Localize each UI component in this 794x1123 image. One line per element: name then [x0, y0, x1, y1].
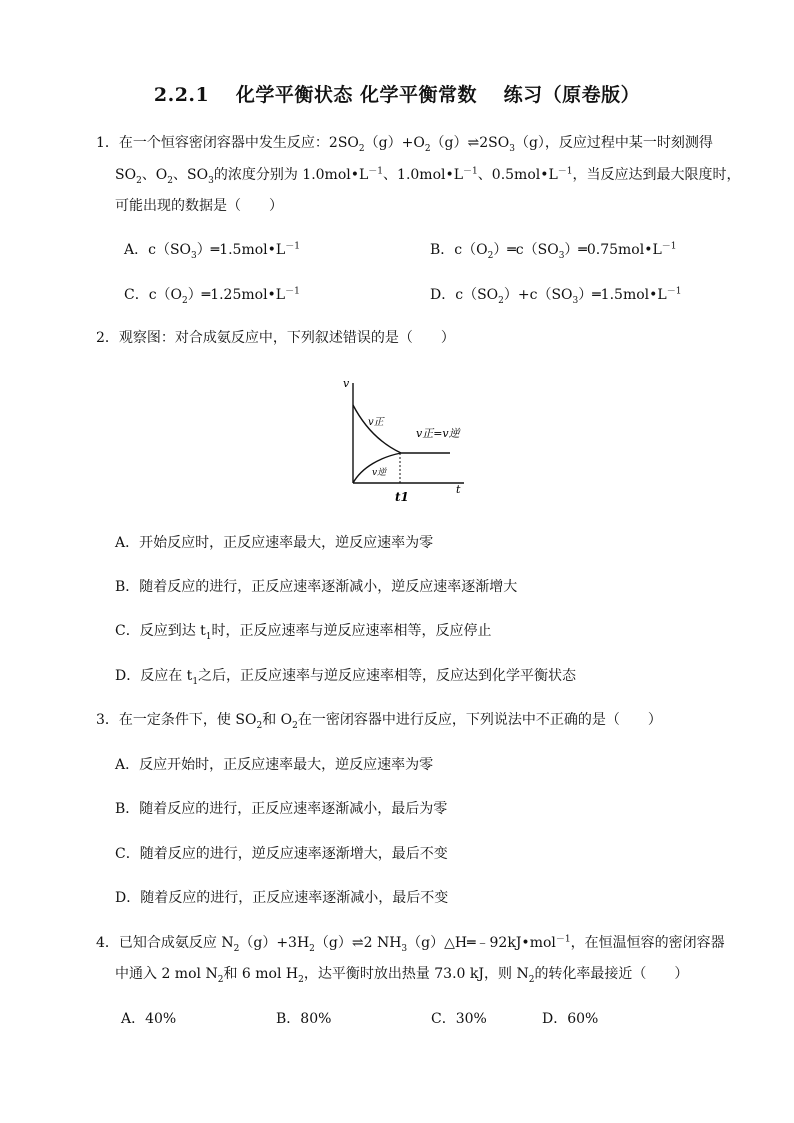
q3-option-c: C．随着反应的进行，逆反应速率逐渐增大，最后不变 — [115, 846, 448, 862]
t1-label: t1 — [395, 490, 409, 504]
rate-time-graph — [336, 375, 476, 505]
q1-option-a: A．$c(SO_3)═1.5mol•L^{-1}$ — [124, 241, 300, 261]
q2-option-a: A．开始反应时，正反应速率最大，逆反应速率为零 — [115, 535, 434, 551]
q3-option-b: B．随着反应的进行，正反应速率逐渐减小，最后为零 — [115, 801, 448, 817]
q4-number: 4． — [96, 935, 119, 951]
q2-option-d: D．反应在 $t_1$之后，正反应速率与逆反应速率相等，反应达到化学平衡状态 — [115, 668, 577, 687]
q3-option-d: D．随着反应的进行，正反应速率逐渐减小，最后不变 — [115, 890, 449, 906]
q2-option-c: C．反应到达 $t_1$时，正反应速率与逆反应速率相等，反应停止 — [115, 623, 492, 642]
q1-option-b: B．$c(O_2)═c(SO_3)═0.75mol•L^{-1}$ — [430, 241, 677, 261]
q2-option-b: B．随着反应的进行，正反应速率逐渐减小，逆反应速率逐渐增大 — [115, 579, 518, 595]
q3-number: 3． — [96, 712, 119, 728]
q1-option-c: C．$c(O_2)═1.25mol•L^{-1}$ — [124, 286, 300, 306]
equilibrium-label: v正=v逆 — [416, 427, 460, 440]
forward-rate-label: v正 — [368, 417, 384, 428]
q2-number: 2． — [96, 330, 119, 346]
q3-option-a: A．反应开始时，正反应速率最大，逆反应速率为零 — [115, 757, 434, 773]
q2-stem: 2．观察图：对合成氨反应中，下列叙述错误的是（ ） — [96, 330, 455, 346]
q4-option-b: B．80% — [276, 1011, 332, 1027]
q1-line2: $SO_2$、$O_2$、$SO_3$的浓度分别为 $1.0mol•L^{-1}$、$1.0mol•L^{-1}$、$0.5mol•L^{-1}$，当反应达到最大限度时， — [115, 166, 741, 186]
q1-line1: 1．在一个恒容密闭容器中发生反应：$2SO_2(g)+O_2(g)\rightleftharpoons 2SO_3(g)$，反应过程中某一时刻测得 — [96, 135, 713, 154]
q1-number: 1． — [96, 135, 119, 151]
q4-line1: 4．已知合成氨反应 $N_2(g)+3H_2(g)\rightleftharpoons 2$ $NH_3(g)\triangle H═﹣92kJ•mol^{-1}$，在恒温恒容的密闭容器 — [96, 934, 725, 954]
q1-option-d: D．$c(SO_2)+c(SO_3)═1.5mol•L^{-1}$ — [430, 286, 682, 306]
reverse-rate-label: v逆 — [372, 468, 387, 478]
page-title: 2.2.1 化学平衡状态 化学平衡常数 练习（原卷版） — [153, 84, 641, 106]
x-axis-label: t — [456, 483, 461, 496]
q3-stem: 3．在一定条件下，使 $SO_2$和 $O_2$在一密闭容器中进行反应，下列说法中不正确的是（ ） — [96, 712, 662, 731]
q4-option-d: D．60% — [542, 1011, 599, 1027]
q4-option-a: A．40% — [121, 1011, 177, 1027]
q4-line2: 中通入 2 mol $N_2$和 6 mol $H_2$，达平衡时放出热量 73.0 kJ，则 $N_2$的转化率最接近（ ） — [115, 966, 689, 985]
q4-option-c: C．30% — [431, 1011, 487, 1027]
y-axis-label: v — [343, 377, 350, 390]
q1-line3: 可能出现的数据是（ ） — [115, 198, 283, 214]
